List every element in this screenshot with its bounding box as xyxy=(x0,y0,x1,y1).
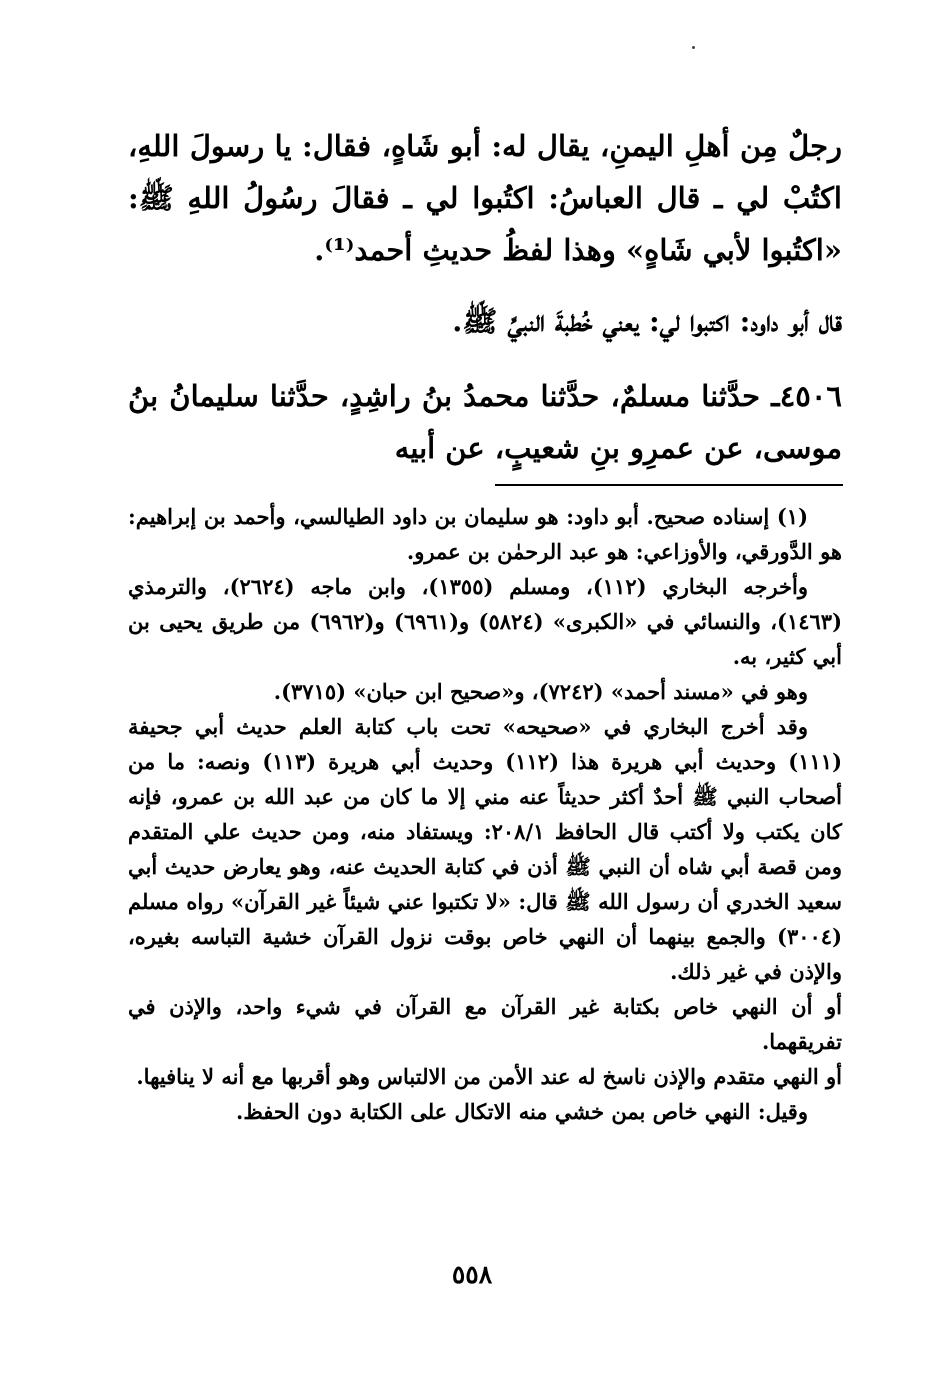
footnotes xyxy=(128,499,842,1129)
footnote-third-view: أو النهي متقدم والإذن ناسخ له عند الأمن من الالتباس وهو أقربها مع أنه لا ينافيها. xyxy=(136,1064,842,1089)
footnote-second-view: أو أن النهي خاص بكتابة غير القرآن مع القرآن في شيء واحد، والإذن في تفريقهما. xyxy=(128,994,842,1054)
main-paragraph-2 xyxy=(128,295,842,347)
page-number: ٥٥٨ xyxy=(451,1260,493,1289)
main-paragraph-1 xyxy=(128,120,842,276)
scan-speck xyxy=(692,46,695,49)
footnote-fourth-view: وقيل: النهي خاص بمن خشي منه الاتكال على الكتابة دون الحفظ. xyxy=(236,1099,808,1124)
footnote-separator xyxy=(495,484,843,486)
footnote-musnad: وهو في «مسند أحمد» (٧٢٤٢)، و«صحيح ابن حبان» (٣٧١٥). xyxy=(273,679,808,704)
footnote-takhrij: وأخرجه البخاري (١١٢)، ومسلم (١٣٥٥)، وابن ماجه (٢٦٢٤)، والترمذي (١٤٦٣)، والنسائي في «الكبرى» (٥٨٢٤) و(٦٩٦١) و(٦٩٦٢) من طريق يحيى بن أبي كثير، به. xyxy=(128,574,843,669)
footnote-1: (١) إسناده صحيح. أبو داود: هو سليمان بن داود الطيالسي، وأحمد بن إبراهيم: هو الدَّورقي، والأوزاعي: هو عبد الرحمٰن بن عمرو. xyxy=(128,504,842,564)
hadith-text-continuation: رجلٌ مِن أهلِ اليمنِ، يقال له: أبو شَاهٍ، فقال: يا رسولَ اللهِ، اكتُبْ لي ـ قال العباسُ: اكتُبوا لي ـ فقالَ رسُولُ اللهِ ﷺ: «اكتُبوا لأبي شَاهٍ» وهذا لفظُ حديثِ أحمد⁽¹⁾. xyxy=(128,129,842,267)
hadith-4506-isnad: ٤٥٠٦ـ حدَّثنا مسلمٌ، حدَّثنا محمدُ بنُ راشِدٍ، حدَّثنا سليمانُ بنُ موسى، عن عمرِو بنِ شعيبٍ، عن أبيه xyxy=(128,379,842,465)
main-paragraph-3 xyxy=(128,370,842,474)
abu-dawud-comment: قال أبو داود: اكتبوا لي: يعني خُطبةَ النبيِّ ﷺ. xyxy=(452,304,842,338)
footnote-bukhari-discussion: وقد أخرج البخاري في «صحيحه» تحت باب كتابة العلم حديث أبي جحيفة (١١١) وحديث أبي هريرة هذا (١١٢) وحديث أبي هريرة (١١٣) ونصه: ما من أصحاب النبي ﷺ أحدٌ أكثر حديثاً عنه مني إلا ما كان من عبد الله بن عمرو، فإنه كان يكتب ولا أكتب قال الحافظ ٢٠٨/١: ويستفاد منه، ومن حديث علي المتقدم ومن قصة أبي شاه أن النبي ﷺ أذن في كتابة الحديث عنه، وهو يعارض حديث أبي سعيد الخدري أن رسول الله ﷺ قال: «لا تكتبوا عني شيئاً غير القرآن» رواه مسلم (٣٠٠٤) والجمع بينهما أن النهي خاص بوقت نزول القرآن خشية التباسه بغيره، والإذن في غير ذلك. xyxy=(128,714,842,984)
